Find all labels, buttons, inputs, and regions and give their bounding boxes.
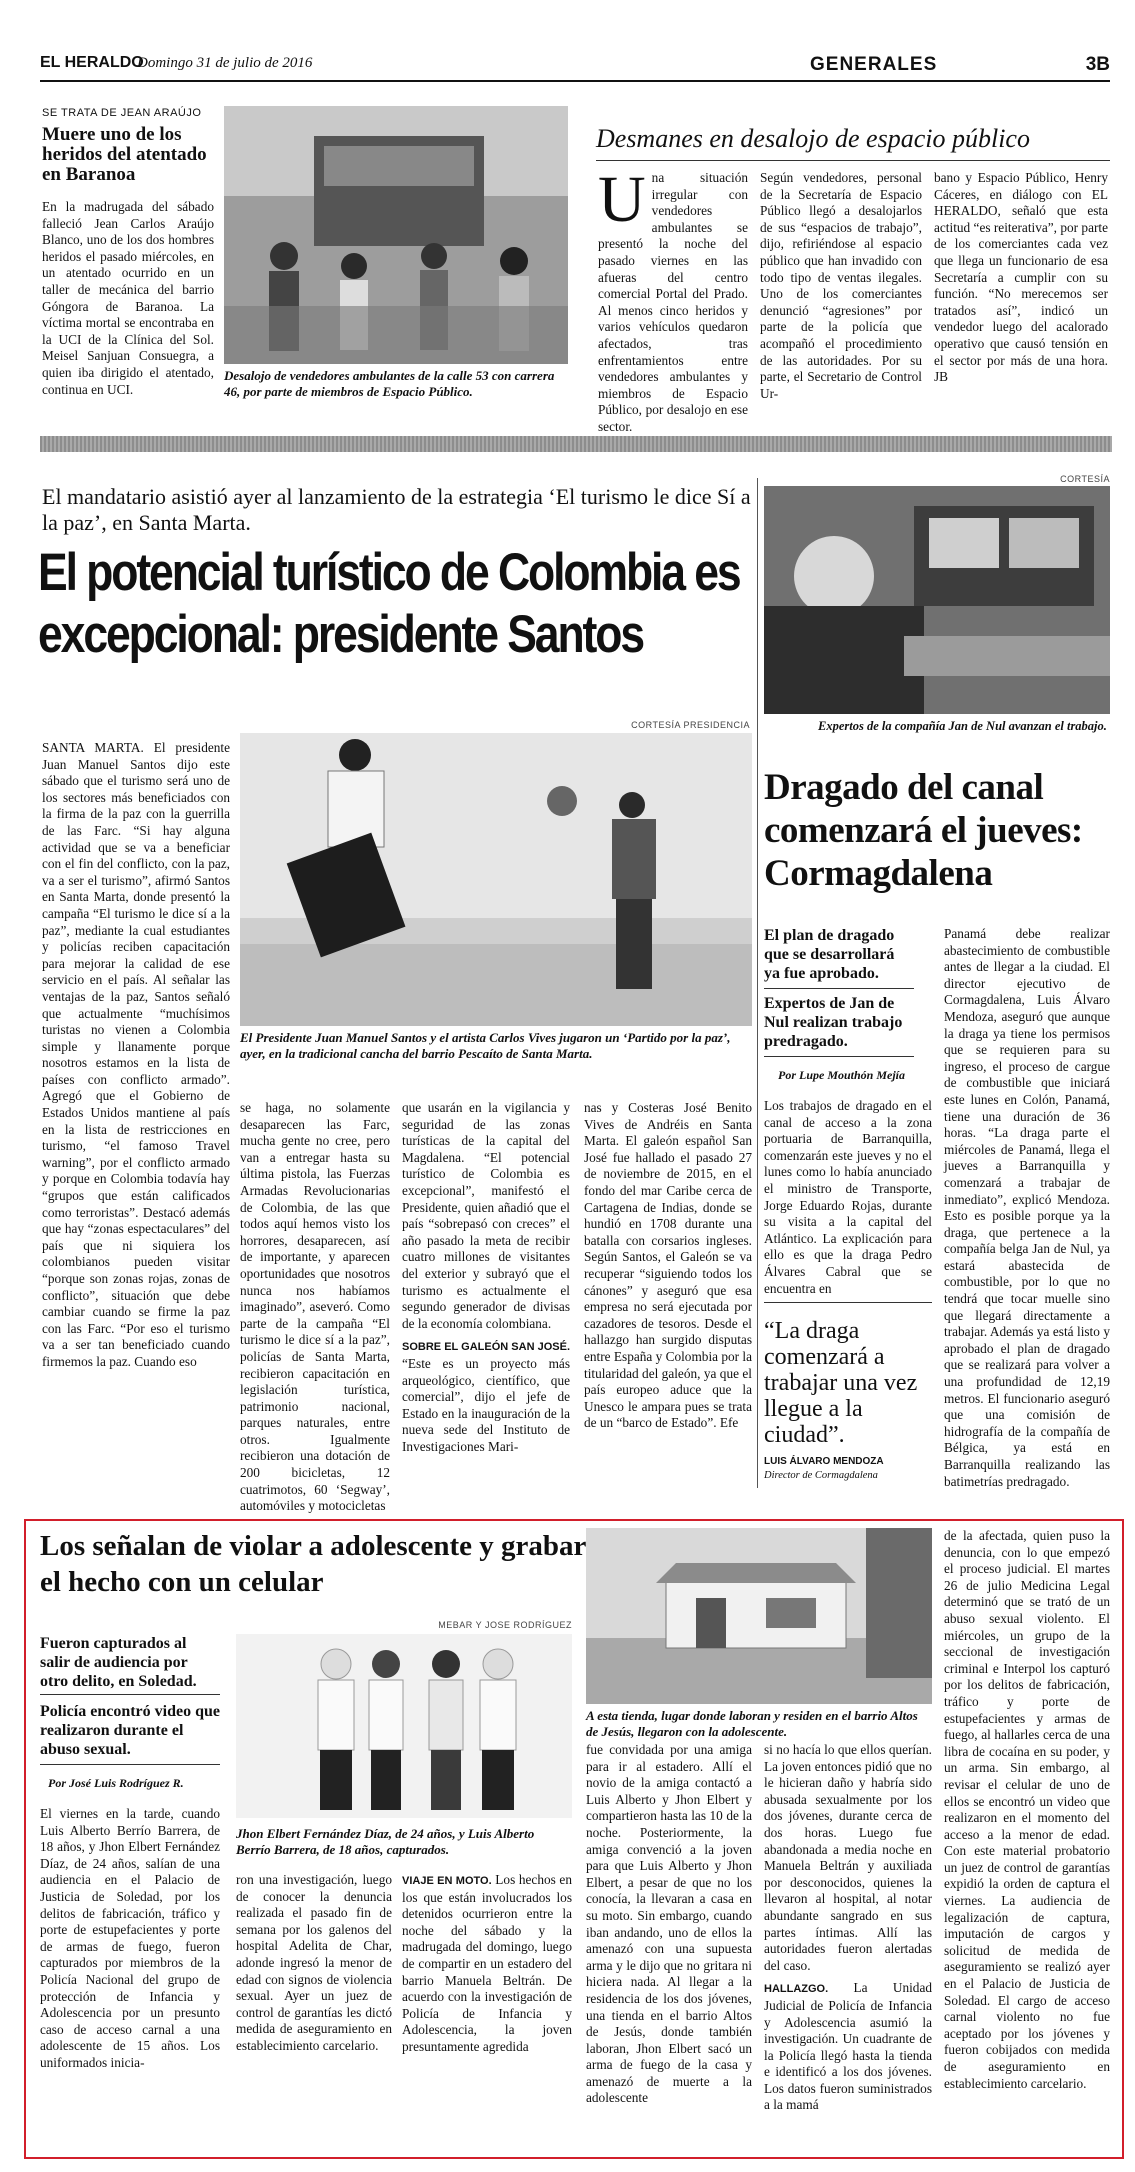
drop-cap: U <box>598 163 646 236</box>
bottom-col-1: El viernes en la tarde, cuando Luis Alberto Berrío Barrera, de 18 años, y Jhon Elbert Fernández Díaz, de 24 años, salían de una audiencia en el Palacio de Justicia de Soledad, por los delitos de fabricación, tráfico y porte de estupefacientes y porte de armas de fuego, fueron capturados por miembros de la Policía Nacional del grupo de protección de Infancia y Adolescencia por un presunto caso de acceso carnal a una adolescente de 15 años. Los uniformados inicia- <box>40 1806 220 2070</box>
main-photo-credit: CORTESÍA PRESIDENCIA <box>631 720 750 730</box>
dragado-pull-quote: “La draga comenzará a trabajar una vez llegue a la ciudad”. <box>764 1318 918 1448</box>
brief-headline: Muere uno de los heridos del atentado en Baranoa <box>42 124 207 185</box>
desalojo-col-1 <box>598 163 748 436</box>
dragado-photo <box>764 486 1110 714</box>
store-photo-icon <box>586 1528 932 1704</box>
bottom-byline: Por José Luis Rodríguez R. <box>48 1776 184 1790</box>
brief-body: En la madrugada del sábado falleció Jean Carlos Araújo Blanco, uno de los dos hombres heridos el pasado miércoles, en un atentado ocurrido en un taller de mecánica del barrio Góngora de Baranoa. La víctima mortal se encontraba en la UCI de la Clínica del Sol. Meisel Sanjuan Consuegra, a quien iba dirigido el atentado, continua en UCI. <box>42 199 214 397</box>
desalojo-headline: Desmanes en desalojo de espacio público <box>596 124 1030 153</box>
hallazgo-subhead: HALLAZGO. <box>764 1983 829 1996</box>
soccer-photo-icon <box>240 733 752 1026</box>
brief-kicker: SE TRATA DE JEAN ARAÚJO <box>42 107 202 119</box>
main-deck: El mandatario asistió ayer al lanzamiento de la estrategia ‘El turismo le dice Sí a la paz’, en Santa Marta. <box>42 484 751 535</box>
dragado-photo-credit: CORTESÍA <box>1060 474 1110 484</box>
main-col-1: SANTA MARTA. El presidente Juan Manuel Santos dijo este sábado que el turismo será uno de los sectores más beneficiados con la firma de la paz con la guerrilla de las Farc. “Si hay alguna actividad que se va a beneficiar con el fin del conflicto, con la paz, va a ser el turismo”, afirmó Santos en Santa Marta, donde presentó la campaña “El turismo le dice sí a la paz”, mediante la cual estudiantes y policías reciben capacitación para mejorar la calidad de ese servicio en el país. Al señalar las ventajas de la paz, Santos señaló que actualmente “muchísimos turistas no vienen a Colombia simple y llanamente porque nosotros estamos en la lista de países con conflicto armado”. Agregó que el Gobierno de Estados Unidos mantiene al país en la lista de restricciones en turismo, “el famoso Travel warning”, por el conflicto armado y porque en Colombia todavía hay “grupos que están calificados como terroristas”. Destacó además que hay “zonas espectaculares” del país que ni siquiera los colombianos pueden visitar “porque son zonas rojas, zonas de conflicto”, situación que debe cambiar cuando se firme la paz con las Farc. “Por eso el turismo va a ser tan beneficiado cuando firmemos la paz. Cuando eso <box>42 740 230 1369</box>
bottom-col-2: ron una investigación, luego de conocer la denuncia realizada el pasado fin de semana por los galenos del hospital Adelita de Char, adonde ingresó la menor de edad con signos de violencia sexual. Ayer un juez de control de garantías les dictó medida de aseguramiento en establecimiento carcelario. <box>236 1872 392 2053</box>
quote-role: Director de Cormagdalena <box>764 1470 878 1481</box>
main-photo-caption: El Presidente Juan Manuel Santos y el artista Carlos Vives jugaron un ‘Partido por la paz’, ayer, en la tradicional cancha del barrio Pescaíto de Santa Marta. <box>240 1030 731 1061</box>
desalojo-col-1-text: na situación irregular con vendedores ambulantes se presentó la noche del pasado viernes en las afueras del centro comercial Portal del Prado. Al menos cinco heridos y varios vehículos quedaron afectados, tras enfrentamientos entre vendedores ambulantes y miembros de Espacio Público, por desalojo en ese sector. <box>598 170 748 434</box>
issue-date: Domingo 31 de julio de 2016 <box>137 55 313 71</box>
bottom-sub-1: Fueron capturados al salir de audiencia por otro delito, en Soledad. <box>40 1635 197 1690</box>
bottom-col-6: de la afectada, quien puso la denuncia, con lo que empezó el proceso judicial. El martes 26 de julio Medicina Legal determinó que se trató de un abuso sexual violento. El miércoles, un grupo de la seccional de investigación criminal e Interpol los capturó por los delitos de fabricación, tráfico y porte de estupefacientes y armas de fuego, al hallarles cerca de una libra de cocaína en su poder, y un arma. Sin embargo, al revisar el celular de uno de ellos se encontró un video que realizaron en el momento del acceso a la menor de edad. Con este material probatorio un juez de control de garantías expidió la orden de captura el viernes. La audiencia de legalización de captura, imputación de cargos y solicitud de medida de aseguramiento se realizó ayer en el Palacio de Justicia de Soledad. El cargo de acceso carnal violento no fue aceptado por los jóvenes y fueron cobijados con medida de aseguramiento en establecimiento carcelario. <box>944 1528 1110 2091</box>
masthead <box>40 52 1110 82</box>
viaje-subhead: VIAJE EN MOTO. <box>402 1875 492 1887</box>
dragado-col-2: Panamá debe realizar abastecimiento de combustible antes de llegar a la ciudad. El director ejecutivo de Cormagdalena, Luis Álvaro Mendoza, aseguró que aunque la draga ya tiene los permisos que se requieren para su ingreso, el proceso de cargue de combustible que iniciará este lunes en Colón, Panamá, tiene una duración de 36 horas. “La draga parte el miércoles de Panamá, llega el jueves a Barranquilla y comenzará a trabajar de inmediato”, explicó Mendoza. Esto es posible porque ya la draga, que pertenece a la compañía belga Jan de Nul, ya estará abastecida de combustible, por lo que no tendrá que tocar muelle sino que llegará directamente a trabajar. Además ya está listo y aprobado el plan de dragado que se realizará para volver a una profundidad de 12,19 metros. El funcionario aseguró que una comisión de hidrografía de la compañía de Bélgica, ya está en Barranquilla realizando las batimetrías predragado. <box>944 926 1110 1489</box>
dragado-sub-2: Expertos de Jan de Nul realizan trabajo predragado. <box>764 995 903 1050</box>
brief-baranoa <box>42 107 214 398</box>
main-col-2: se haga, no solamente desaparecen las Farc, mucha gente no cree, pero van a entregar hasta su última pistola, las Fuerzas Armadas Revolucionarias de Colombia, de las que todos aquí hemos visto los horrores, desaparecen, así de importante, y aparecen oportunidades que nosotros nunca nos habíamos imaginado”, aseveró. Como parte de la campaña “El turismo le dice sí a la paz”, policías de Santa Marta, recibieron capacitación en legislación turística, patrimonio nacional, parques naturales, entre otros. Igualmente recibieron una dotación de 200 bicicletas, 12 cuatrimotos, 60 ‘Segway’, automóviles y motocicletas <box>240 1100 390 1514</box>
section-name: GENERALES <box>810 54 938 75</box>
dragado-quote-rule <box>764 1302 932 1303</box>
bottom-byline-rule <box>40 1764 220 1765</box>
control-room-photo-icon <box>764 486 1110 714</box>
bottom-sub-rule <box>40 1694 220 1695</box>
main-headline: El potencial turístico de Colombia es excepcional: presidente Santos <box>38 543 740 664</box>
bottom-col-4: fue convidada por una amiga para ir al estadero. Allí el novio de la amiga contactó a Luis Alberto y Jhon Elbert y compartieron hasta las 10 de la noche. Posteriormente, la amiga convenció a la joven para que Luis Alberto y Jhon Elbert, a pesar de que no los conocía, la llevaran a casa en su moto. Sin embargo, cuando iban andando, uno de ellos la amenazó con una supuesta arma y le dijo que no gritara ni hiciera nada. Al llegar a la residencia de los dos jóvenes, una tienda en el barrio Altos de Jesús, donde también laboran, Jhon Elbert sacó un arma de fuego de la casa y amenazó de muerte a la adolescente <box>586 1742 752 2106</box>
bottom-col-3-text: Los hechos en los que están involucrados los detenidos ocurrieron entre la noche del sábado y la madrugada del domingo, luego de compartir en un estadero del barrio Manuela Beltrán. De acuerdo con la investigación de Policía de Infancia y Adolescencia, la joven presuntamente agredida <box>402 1872 572 2054</box>
main-photo <box>240 733 752 1026</box>
bottom-headline: Los señalan de violar a adolescente y grabar el hecho con un celular <box>40 1530 586 1598</box>
bottom-col-5-text: si no hacía lo que ellos querían. La joven entonces pidió que no le hicieran daño y habría sido abusada sexualmente por los dos jóvenes, durante cerca de dos horas. Luego fue abandonada a media noche en Manuela Beltrán y auxiliada por desconocidos, quienes la llevaron al hospital, al notar abundante sangrado en sus partes íntimas. Allí las autoridades fueron alertadas del caso. <box>764 1742 933 1973</box>
desalojo-photo <box>224 106 568 364</box>
main-col-3b-text: “Este es un proyecto más arqueológico, científico, que comercial”, dijo el jefe de Estado en la inauguración de la nueva sede del Instituto de Investigaciones Mari- <box>402 1355 570 1454</box>
desalojo-col-3: bano y Espacio Público, Henry Cáceres, en diálogo con EL HERALDO, señaló que esta actitud “es reiterativa”, por parte de los comerciantes cada vez que llega un funcionario de esa Secretaría a cumplir con su función. “No merecemos ser tratados así”, indicó un vendedor luego del acalorado operativo que causó tensión en el sector por más de una hora. JB <box>934 170 1108 385</box>
paper-name: EL HERALDO <box>40 54 144 71</box>
dragado-sub-rule <box>764 988 914 989</box>
crowd-photo-icon <box>224 106 568 364</box>
bottom-col-5b-text: La Unidad Judicial de Policía de Infancia y Adolescencia asumió la investigación. Un cuadrante de la Policía llegó hasta la tienda e identificó a los dos jóvenes. Los datos fueron suministrados a la mamá <box>764 1980 932 2113</box>
dragado-sub-1: El plan de dragado que se desarrollará ya fue aprobado. <box>764 927 895 982</box>
store-photo-caption: A esta tienda, lugar donde laboran y residen en el barrio Altos de Jesús, llegaron con la adolescente. <box>586 1708 918 1739</box>
suspects-photo-icon <box>236 1634 572 1818</box>
quote-author: LUIS ÁLVARO MENDOZA <box>764 1456 884 1467</box>
main-col-4: nas y Costeras José Benito Vives de Andréis en Santa Marta. El galeón español San José fue hallado el pasado 27 de noviembre de 2015, en el fondo del mar Caribe cerca de Cartagena de Indias, donde se hundió en 1708 durante una batalla con corsarios ingleses. Según Santos, el Galeón se va recuperar “siguiendo todos los cánones” y aseguró que esa empresa no será ejecutada por cazadores de tesoros. Desde el hallazgo han surgido disputas entre España y Colombia por la titularidad del galeón, ya que el país europeo aduce que la Unesco le ampara pues se trata de un “barco de Estado”. Efe <box>584 1100 753 1431</box>
column-rule <box>757 478 758 1488</box>
dragado-photo-caption: Expertos de la compañía Jan de Nul avanzan el trabajo. <box>818 719 1107 733</box>
bottom-col-5 <box>764 1742 932 2115</box>
dragado-byline: Por Lupe Mouthón Mejía <box>778 1068 906 1082</box>
desalojo-rule <box>596 160 1110 161</box>
main-col-3 <box>402 1100 570 1456</box>
bottom-sub-2: Policía encontró video que realizaron durante el abuso sexual. <box>40 1703 220 1758</box>
header-rule <box>40 80 1110 82</box>
galeon-subhead: SOBRE EL GALEÓN SAN JOSÉ. <box>402 1341 570 1354</box>
main-col-3-text: que usarán en la vigilancia y seguridad de las zonas turísticas de la capital del Magdalena. “El potencial turístico de Colombia es excepcional”, manifestó el Presidente, quien añadió que el país “sobrepasó con creces” el año pasado la meta de recibir cuatro millones de visitantes del exterior y subrayó que el turismo es actualmente el segundo generador de divisas de la economía colombiana. <box>402 1100 570 1331</box>
page-number: 3B <box>1085 54 1110 75</box>
store-photo <box>586 1528 932 1704</box>
bottom-photo-credit: MEBAR Y JOSE RODRÍGUEZ <box>438 1620 572 1630</box>
suspects-photo <box>236 1634 572 1818</box>
suspects-photo-caption: Jhon Elbert Fernández Díaz, de 24 años, y Luis Alberto Berrío Barrera, de 18 años, capturados. <box>236 1826 535 1857</box>
dragado-col-1: Los trabajos de dragado en el canal de acceso a la zona portuaria de Barranquilla, comenzarán este jueves y no el lunes como lo había anunciado el ministro de Transporte, Jorge Eduardo Rojas, durante su visita a la capital del Atlántico. La explicación para ello es que la draga Pedro Álvares Cabral que se encuentra en <box>764 1098 932 1296</box>
section-divider-band <box>40 436 1112 452</box>
dragado-byline-rule <box>764 1056 914 1057</box>
desalojo-photo-caption: Desalojo de vendedores ambulantes de la calle 53 con carrera 46, por parte de miembros de Espacio Público. <box>224 368 555 399</box>
dragado-headline: Dragado del canal comenzará el jueves: Cormagdalena <box>764 767 1083 894</box>
bottom-col-3 <box>402 1872 572 2056</box>
desalojo-col-2: Según vendedores, personal de la Secretaría de Espacio Público llegó a desalojarlos de sus “espacios de trabajo”, dijo, refiriéndose al espacio público que han invadido con todo tipo de ventas ilegales. Uno de los comerciantes denunció “agresiones” por parte de la policía que acompañó el procedimiento de las autoridades. Por su parte, el Secretario de Control Ur- <box>760 170 922 401</box>
